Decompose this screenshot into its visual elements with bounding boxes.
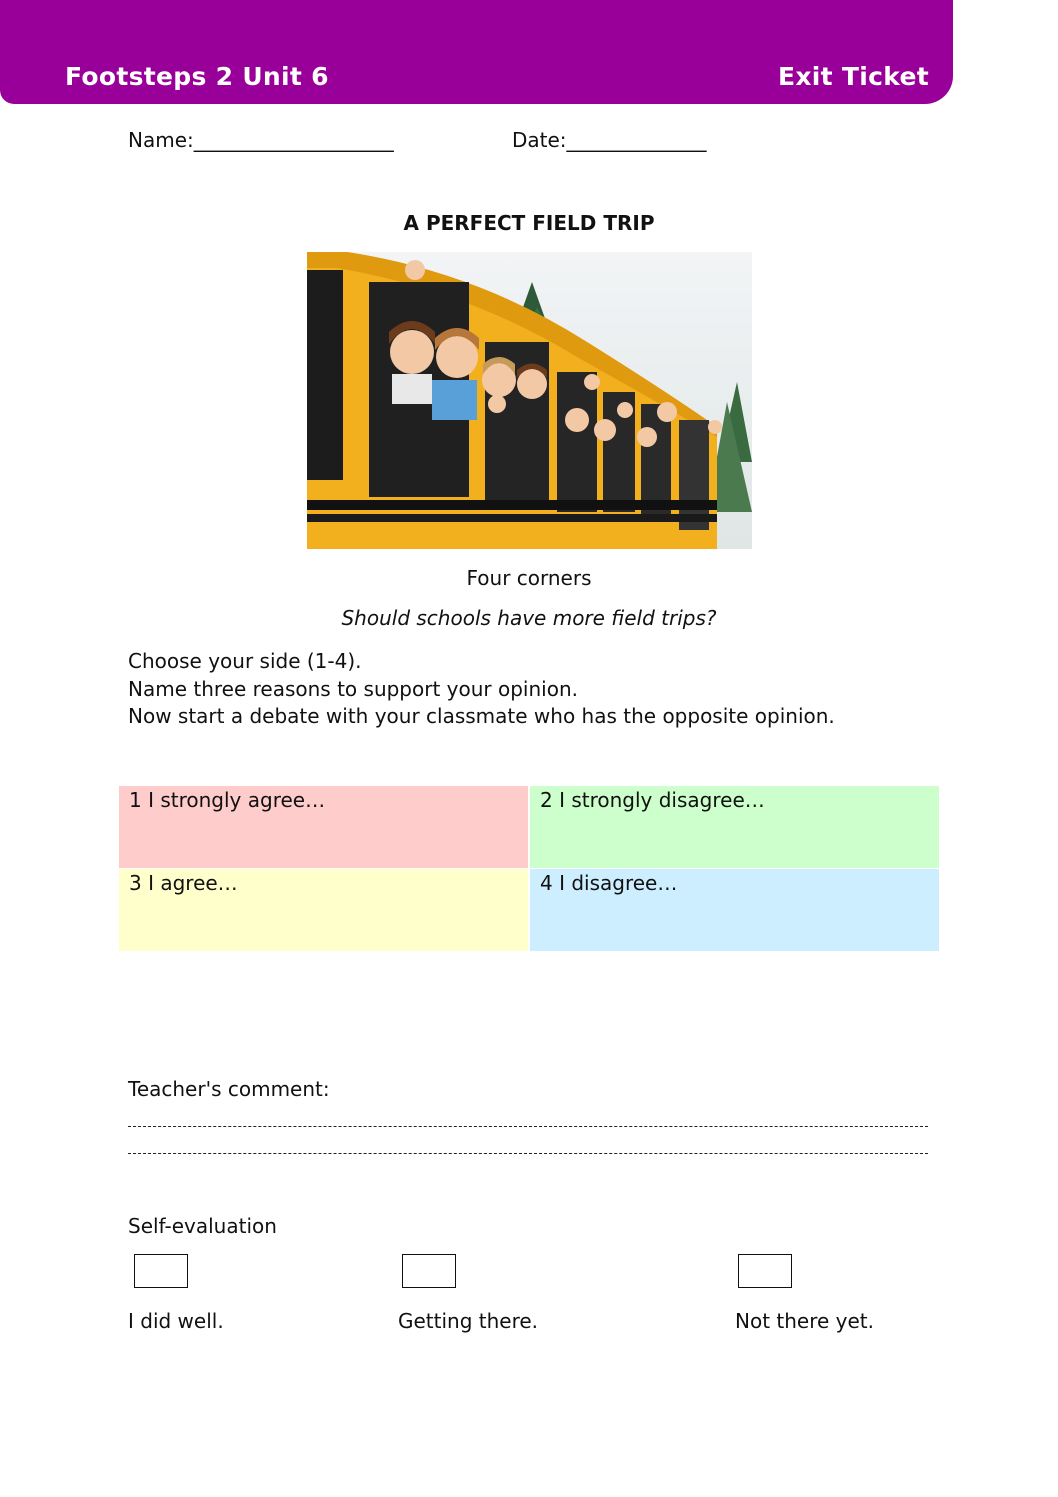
corner-label: 3 I agree… [129,871,238,895]
debate-question: Should schools have more field trips? [341,606,717,630]
teacher-comment-label: Teacher's comment: [128,1077,330,1101]
page-header [0,0,953,104]
not-there-yet-label: Not there yet. [735,1309,875,1333]
exit-ticket-label: Exit Ticket [777,62,929,91]
did-well-label: I did well. [128,1309,224,1333]
worksheet-title: A PERFECT FIELD TRIP [403,211,655,235]
instructions [128,648,835,731]
instruction-line: Now start a debate with your classmate who has the opposite opinion. [128,704,835,728]
school-bus-photo [307,252,752,549]
self-evaluation-label: Self-evaluation [128,1214,277,1238]
getting-there-label: Getting there. [398,1309,539,1333]
corner-strongly-agree[interactable] [119,786,528,868]
date-field[interactable]: Date:______________ [512,128,707,152]
corner-label: 1 I strongly agree… [129,788,326,812]
instruction-line: Choose your side (1-4). [128,649,362,673]
corner-label: 4 I disagree… [540,871,678,895]
not-there-yet-checkbox[interactable] [738,1254,792,1288]
comment-line[interactable] [128,1153,928,1154]
activity-caption: Four corners [466,566,592,590]
unit-title: Footsteps 2 Unit 6 [65,62,329,91]
getting-there-checkbox[interactable] [402,1254,456,1288]
instruction-line: Name three reasons to support your opinion. [128,676,578,701]
comment-line[interactable] [128,1126,928,1127]
corner-disagree[interactable] [530,869,939,951]
corner-strongly-disagree[interactable] [530,786,939,868]
four-corners-grid [119,786,940,951]
name-field[interactable]: Name:____________________ [128,128,394,152]
corner-agree[interactable] [119,869,528,951]
corner-label: 2 I strongly disagree… [540,788,765,812]
did-well-checkbox[interactable] [134,1254,188,1288]
